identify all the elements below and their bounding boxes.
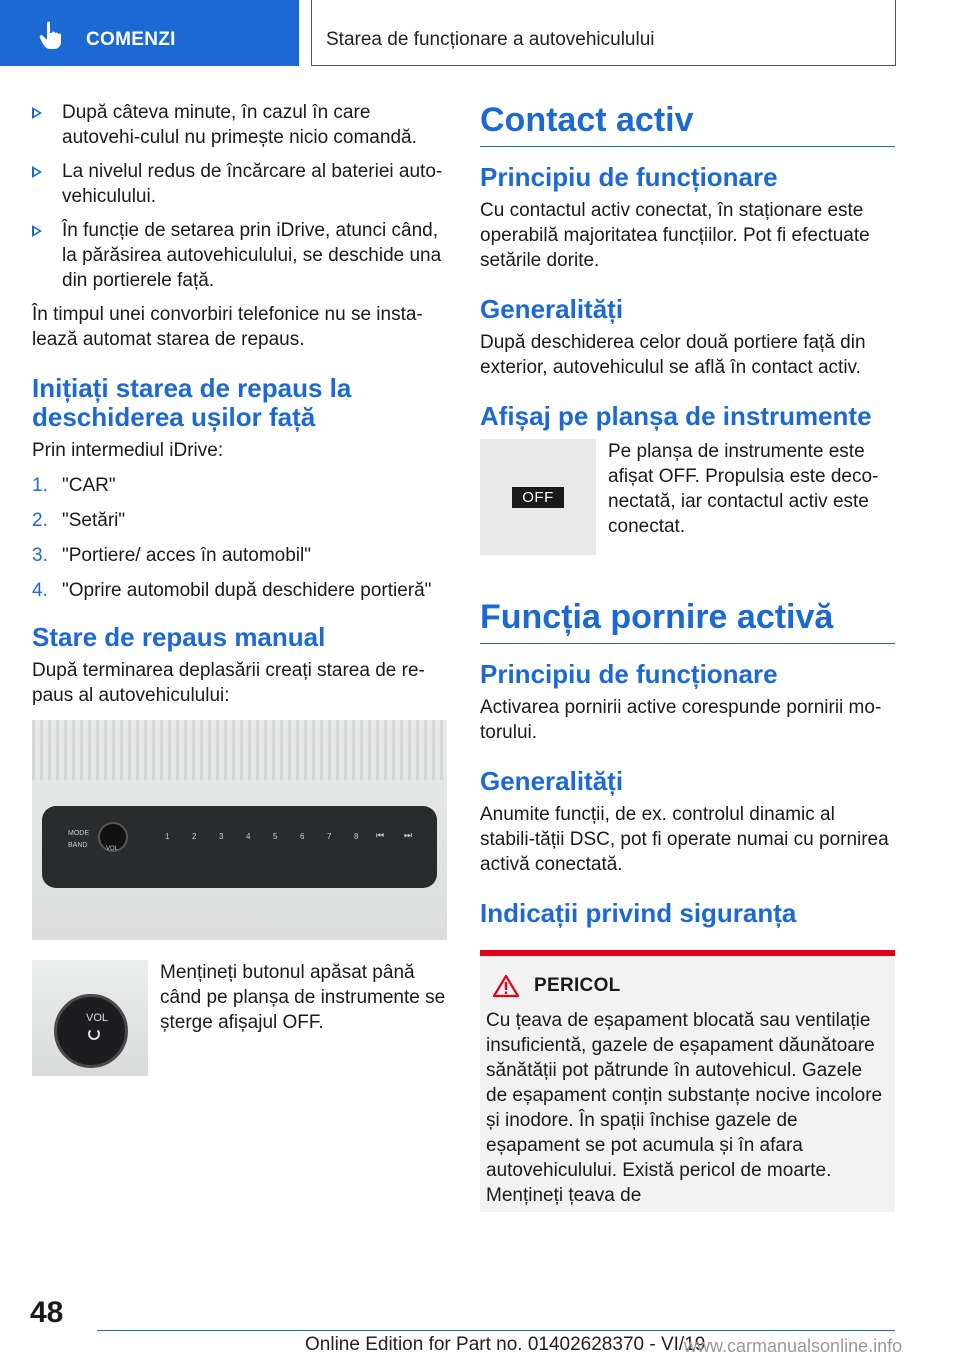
list-item: După câteva minute, în cazul în care autovehi-culul nu primește nicio comandă. bbox=[32, 100, 447, 150]
preset-8: 8 bbox=[354, 832, 359, 841]
chapter-title-box bbox=[311, 0, 896, 66]
page-header bbox=[0, 0, 960, 66]
step-item: 2. "Setări" bbox=[32, 510, 126, 531]
vol-button-figure bbox=[32, 960, 447, 1076]
preset-7: 7 bbox=[327, 832, 332, 841]
general-1-text: După deschiderea celor două portiere față din exterior, autovehiculul se află în contact activ. bbox=[480, 332, 866, 378]
off-display-image bbox=[480, 439, 596, 555]
step-item: 1. "CAR" bbox=[32, 475, 116, 496]
off-display-figure bbox=[480, 439, 895, 555]
vol-button-photo bbox=[32, 960, 148, 1076]
warning-text: Cu țeava de eșapament blocată sau ventilație insuficientă, gazele de eșapament dăunătoare sănătății pot pătrunde în autovehicul. Gazele de eșapament conțin substanțe nocive incolore și inodore. În spații închise gazele de eșapament se pot acumula și în afara autovehiculului. Există pericol de moarte. Mențineți țeava de bbox=[486, 1010, 883, 1206]
section-tab-label: COMENZI bbox=[86, 29, 176, 50]
next-track-icon: ⏭ bbox=[404, 830, 413, 840]
off-badge: OFF bbox=[512, 487, 564, 508]
step-item: 3. "Portiere/ acces în automobil" bbox=[32, 545, 311, 566]
preset-2: 2 bbox=[192, 832, 197, 841]
page-number: 48 bbox=[30, 1296, 64, 1329]
manual-sleep-text: După terminarea deplasării creați starea de re-paus al autovehiculului: bbox=[32, 660, 425, 706]
heading-instrument-display: Afișaj pe planșa de instrumente bbox=[480, 401, 872, 431]
triangle-bullet-icon bbox=[32, 107, 42, 119]
right-column bbox=[480, 100, 895, 1212]
chapter-title: Starea de funcționare a autovehiculului bbox=[326, 29, 655, 50]
preset-1: 1 bbox=[165, 832, 170, 841]
section-tab[interactable] bbox=[0, 0, 299, 66]
heading-doors-sleep: Inițiați starea de repaus la deschiderea ușilor față bbox=[32, 373, 352, 432]
preset-4: 4 bbox=[246, 832, 251, 841]
danger-warning-box bbox=[480, 950, 895, 1212]
footer-edition: Online Edition for Part no. 01402628370 - VI/19 bbox=[305, 1334, 706, 1355]
heading-principle-1: Principiu de funcționare bbox=[480, 162, 778, 192]
footer-watermark: www.carmanualsonline.info bbox=[684, 1336, 903, 1356]
general-2-text: Anumite funcții, de ex. controlul dinamic al stabili-tății DSC, pot fi operate numai cu pornirea activă conectată. bbox=[480, 804, 889, 875]
idrive-intro: Prin intermediul iDrive: bbox=[32, 440, 224, 461]
hand-pointer-icon bbox=[38, 20, 66, 50]
radio-panel-photo bbox=[32, 720, 447, 940]
heading-manual-sleep: Stare de repaus manual bbox=[32, 622, 326, 652]
step-item: 4. "Oprire automobil după deschidere portieră" bbox=[32, 580, 432, 601]
idrive-steps bbox=[32, 473, 447, 603]
left-column bbox=[32, 100, 447, 1076]
warning-header bbox=[486, 974, 885, 998]
warning-triangle-icon bbox=[492, 974, 520, 998]
vol-label: VOL bbox=[86, 1012, 109, 1024]
heading-general-2: Generalități bbox=[480, 766, 624, 796]
phone-call-note: În timpul unei convorbiri telefonice nu se insta-lează automat starea de repaus. bbox=[32, 304, 423, 350]
mode-label: MODE bbox=[68, 830, 89, 837]
power-icon bbox=[88, 1028, 100, 1040]
triangle-bullet-icon bbox=[32, 225, 42, 237]
prev-track-icon: ⏮ bbox=[376, 830, 385, 840]
principle-1-text: Cu contactul activ conectat, în staționare este operabilă majoritatea funcțiilor. Pot fi efectuate setările dorite. bbox=[480, 200, 870, 271]
sleep-conditions-list bbox=[32, 100, 447, 293]
triangle-bullet-icon bbox=[32, 166, 42, 178]
footer-divider bbox=[97, 1330, 895, 1331]
heading-active-start: Funcția pornire activă bbox=[480, 597, 895, 644]
preset-6: 6 bbox=[300, 832, 305, 841]
preset-3: 3 bbox=[219, 832, 224, 841]
principle-2-text: Activarea pornirii active corespunde pornirii mo-torului. bbox=[480, 697, 882, 743]
heading-safety: Indicații privind siguranța bbox=[480, 898, 797, 928]
air-vent bbox=[32, 720, 447, 780]
heading-general-1: Generalități bbox=[480, 294, 624, 324]
heading-principle-2: Principiu de funcționare bbox=[480, 659, 778, 689]
preset-5: 5 bbox=[273, 832, 278, 841]
vol-button-instruction: Mențineți butonul apăsat până când pe planșa de instrumente se șterge afișajul OFF. bbox=[160, 962, 446, 1033]
heading-contact-active: Contact activ bbox=[480, 100, 895, 147]
band-label: BAND bbox=[68, 842, 88, 849]
list-item: În funcție de setarea prin iDrive, atunci când, la părăsirea autovehiculului, se deschide una din portierele față. bbox=[32, 218, 447, 293]
off-display-text: Pe planșa de instrumente este afișat OFF. Propulsia este deco-nectată, iar contactul activ este conectat. bbox=[608, 441, 879, 537]
list-item: La nivelul redus de încărcare al bateriei auto-vehiculului. bbox=[32, 159, 447, 209]
vol-label-small: VOL bbox=[106, 846, 119, 852]
warning-title: PERICOL bbox=[534, 975, 621, 996]
